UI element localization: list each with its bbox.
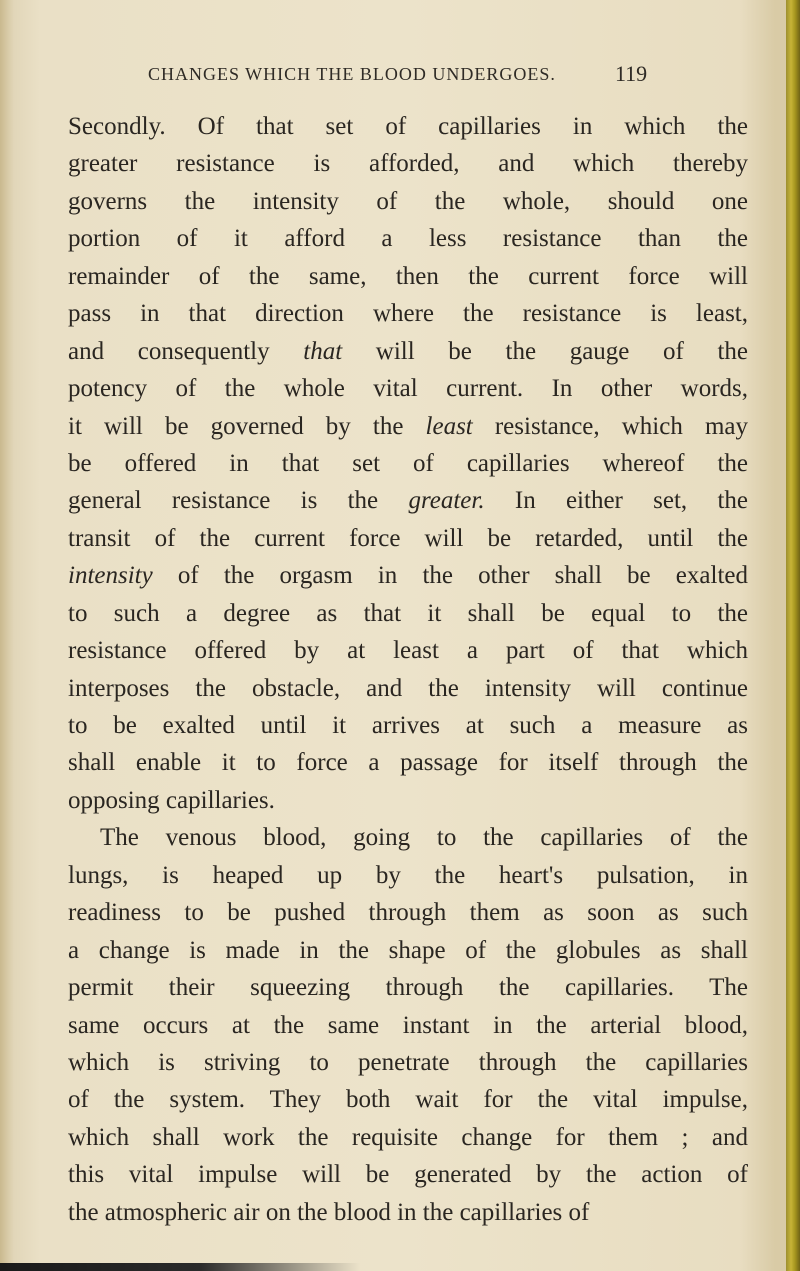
text-line (68, 333, 748, 370)
italic-text: greater. (408, 487, 485, 515)
text-run: pass in that direction where the resistance is least, (68, 300, 748, 328)
text-run: which is striving to penetrate through the capillaries (68, 1048, 748, 1076)
text-line (68, 782, 748, 819)
page-number: 119 (615, 61, 648, 86)
text-run: portion of it afford a less resistance than the (68, 225, 748, 253)
text-run: this vital impulse will be generated by the action of (68, 1161, 748, 1189)
text-run: resistance, which may (472, 412, 748, 440)
page-gutter-shadow (0, 0, 14, 1271)
text-run: which shall work the requisite change for them ; and (68, 1123, 748, 1151)
text-run: potency of the whole vital current. In other words, (68, 375, 748, 403)
text-line (68, 482, 748, 519)
text-line (68, 1007, 748, 1044)
text-run: be offered in that set of capillaries whereof the (68, 449, 748, 477)
text-line (68, 1044, 748, 1081)
text-line (68, 183, 748, 220)
text-line (68, 932, 748, 969)
italic-text: that (303, 337, 343, 365)
text-run: Secondly. Of that set of capillaries in which the (68, 113, 748, 140)
text-line (68, 520, 748, 557)
text-line (68, 370, 748, 407)
running-head: CHANGES WHICH THE BLOOD UNDERGOES. (148, 64, 556, 84)
text-run: of the orgasm in the other shall be exalted (152, 562, 748, 590)
text-line (68, 1081, 748, 1118)
text-line (68, 819, 748, 856)
text-run: In either set, the (484, 487, 748, 515)
text-run: opposing capillaries. (68, 786, 275, 814)
text-run: same occurs at the same instant in the arterial blood, (68, 1011, 748, 1039)
text-line (68, 632, 748, 669)
text-run: the atmospheric air on the blood in the capillaries of (68, 1198, 590, 1226)
text-line (68, 595, 748, 632)
text-run: to be exalted until it arrives at such a measure as (68, 712, 748, 739)
text-run: The venous blood, going to the capillaries of the (100, 824, 748, 852)
text-run: will be the gauge of the (342, 337, 748, 365)
text-line (68, 857, 748, 894)
text-run: lungs, is heaped up by the heart's pulsation, in (68, 861, 748, 889)
text-line (68, 108, 748, 145)
text-line (68, 220, 748, 257)
text-line (68, 1194, 748, 1231)
text-line (68, 969, 748, 1006)
text-run: a change is made in the shape of the globules as shall (68, 936, 748, 964)
text-run: of the system. They both wait for the vital impulse, (68, 1086, 748, 1114)
text-line (68, 145, 748, 182)
text-line (68, 670, 748, 707)
text-run: and consequently (68, 337, 304, 365)
text-run: remainder of the same, then the current force will (68, 262, 748, 290)
book-edge-binding (786, 0, 800, 1271)
text-line (68, 557, 748, 594)
text-run: it will be governed by the (68, 412, 426, 440)
text-run: shall enable it to force a passage for itself through the (68, 749, 748, 777)
text-line (68, 744, 748, 781)
text-line (68, 258, 748, 295)
paragraph (68, 108, 748, 819)
text-line (68, 295, 748, 332)
text-run: general resistance is the (68, 487, 409, 515)
italic-text: least (425, 412, 473, 440)
text-line (68, 1119, 748, 1156)
text-run: interposes the obstacle, and the intensity will continue (68, 674, 748, 702)
text-line (68, 1156, 748, 1193)
text-run: transit of the current force will be retarded, until the (68, 524, 748, 552)
text-run: permit their squeezing through the capillaries. The (68, 974, 748, 1002)
text-run: resistance offered by at least a part of that which (68, 637, 748, 665)
text-line (68, 445, 748, 482)
body-text (68, 108, 748, 1231)
paragraph (68, 819, 748, 1231)
text-line (68, 408, 748, 445)
italic-text: intensity (68, 562, 153, 590)
bottom-edge-shadow (0, 1263, 360, 1271)
text-run: greater resistance is afforded, and which thereby (68, 150, 748, 178)
text-run: governs the intensity of the whole, should one (68, 187, 748, 215)
page-header (68, 60, 748, 100)
text-run: to such a degree as that it shall be equal to the (68, 599, 748, 627)
text-line (68, 894, 748, 931)
text-run: readiness to be pushed through them as soon as such (68, 899, 748, 927)
text-line (68, 707, 748, 744)
